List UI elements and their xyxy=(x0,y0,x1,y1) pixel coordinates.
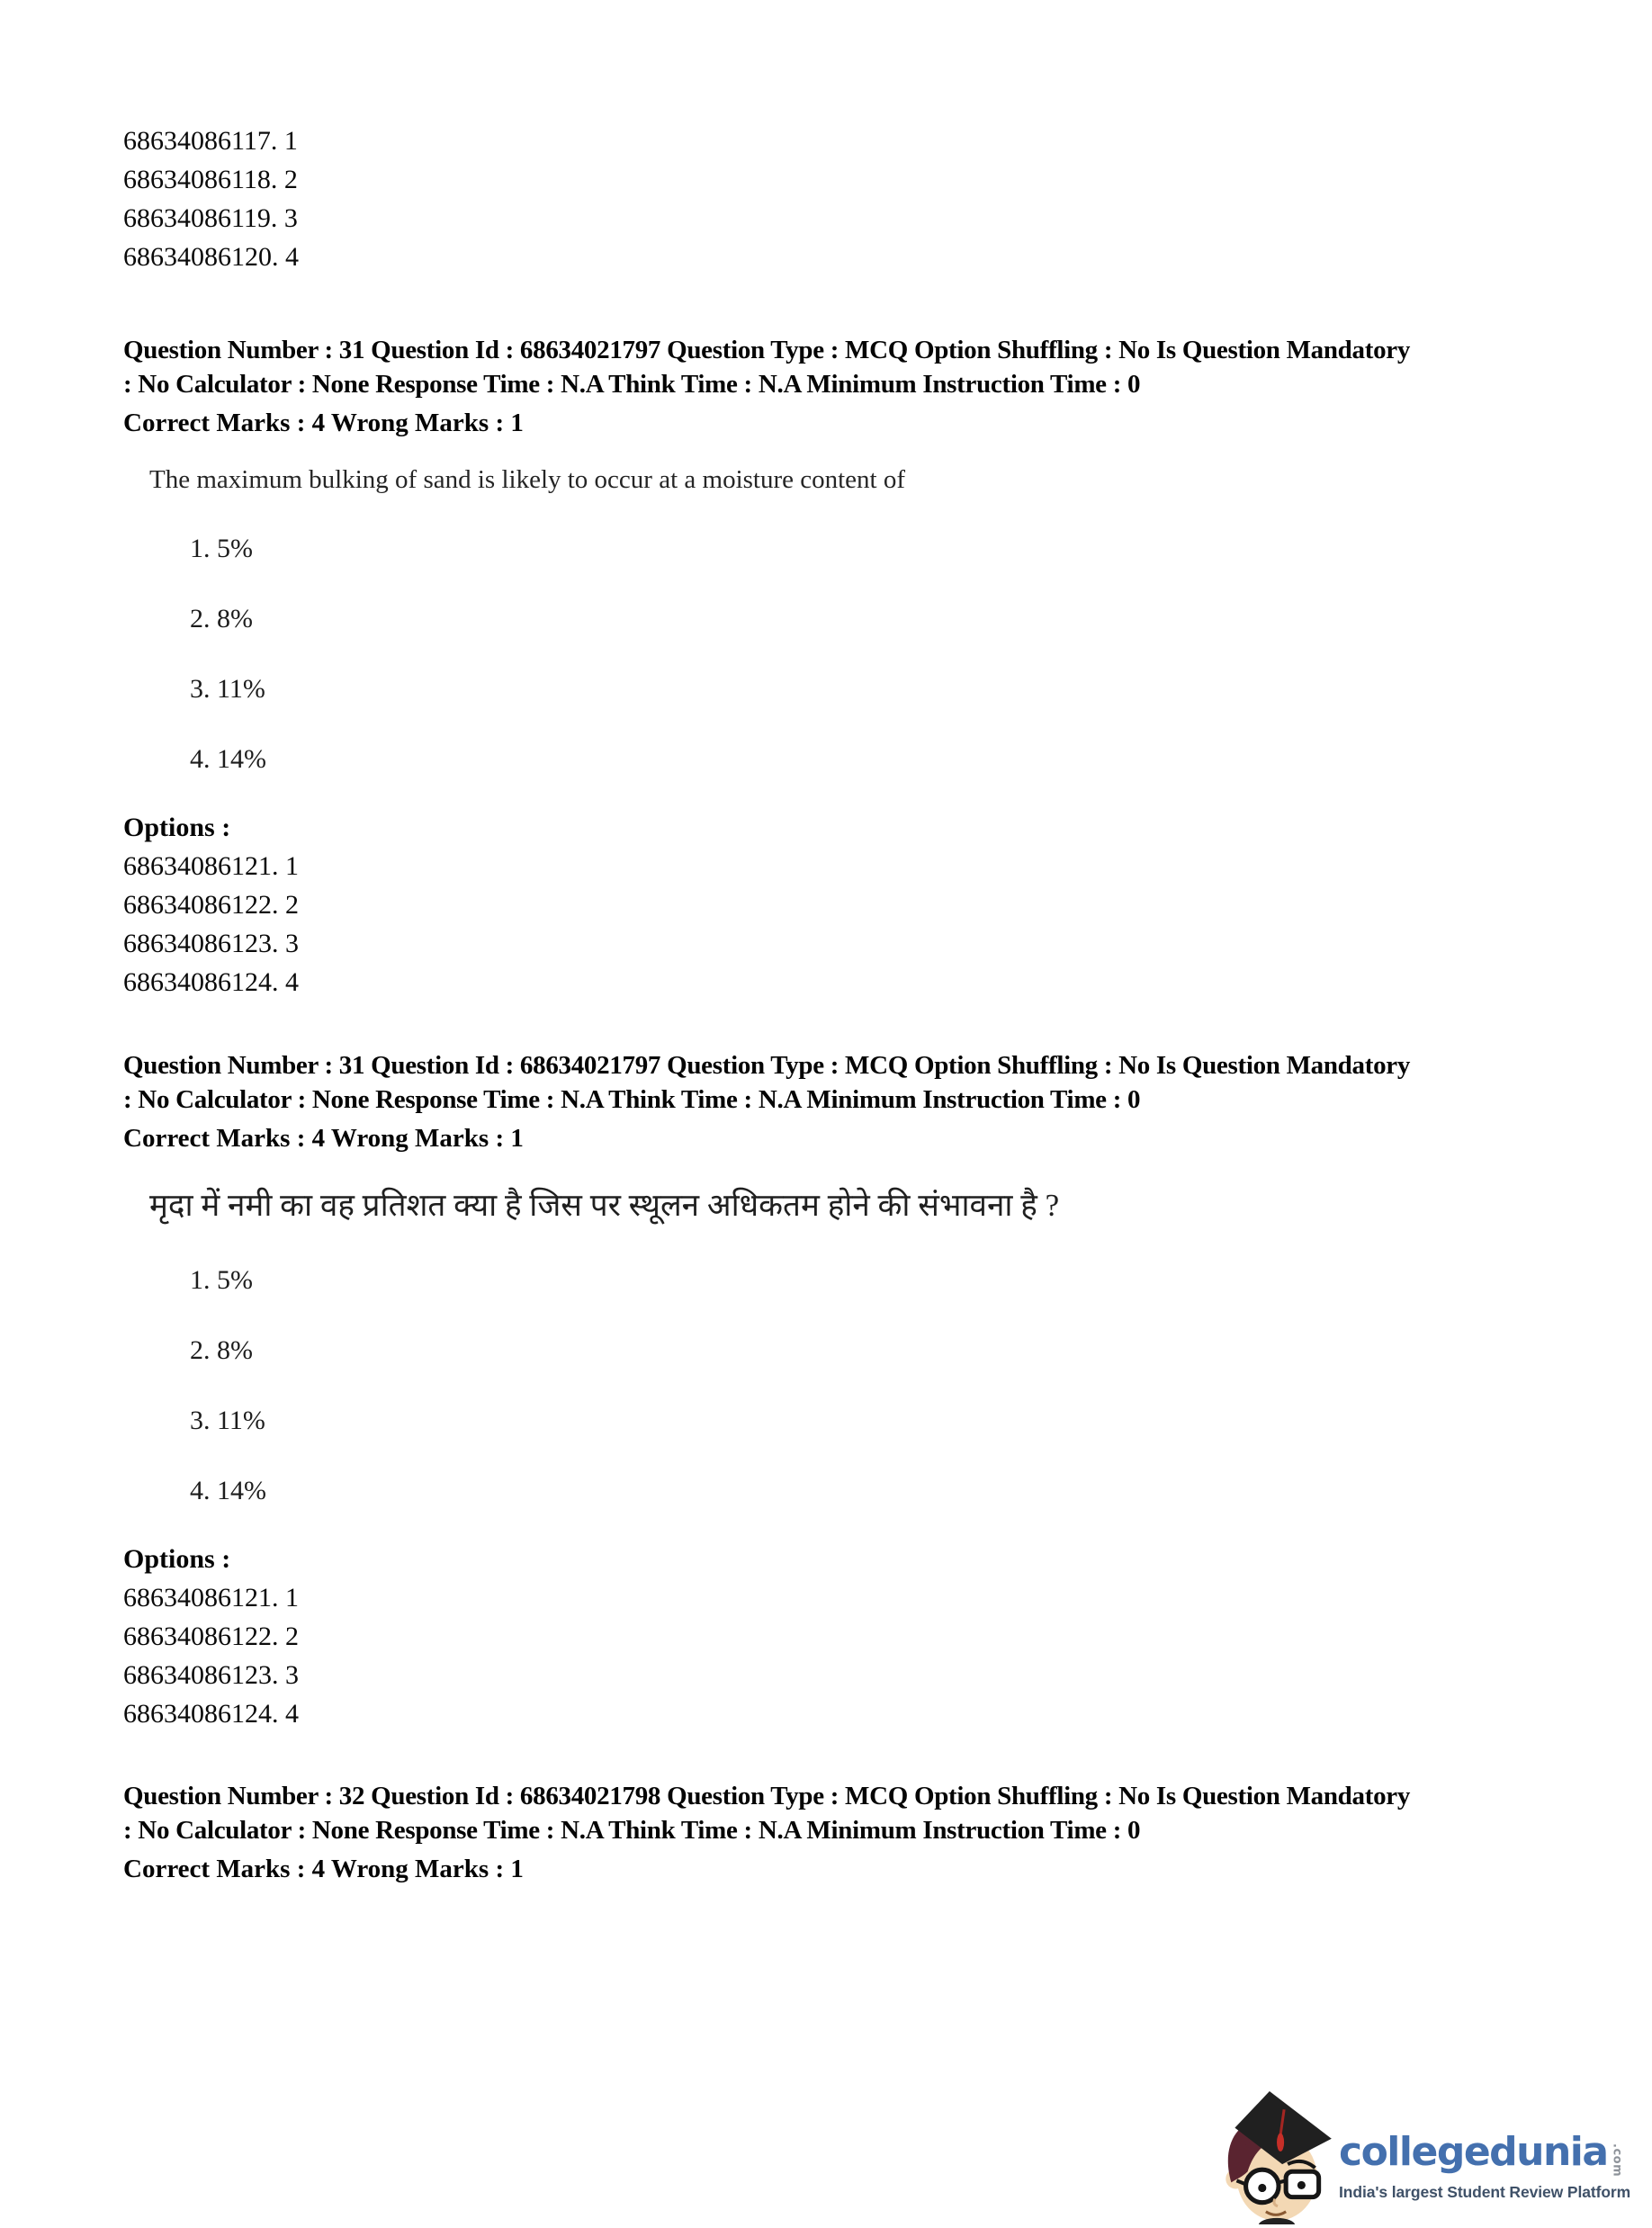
choice-1: 1. 5% xyxy=(190,1265,253,1295)
brand-tagline: India's largest Student Review Platform xyxy=(1339,2183,1631,2202)
option-id-line: 68634086123. 3 xyxy=(123,1660,299,1690)
meta-line: : No Calculator : None Response Time : N.A Think Time : N.A Minimum Instruction Time : 0 xyxy=(123,1816,1141,1845)
meta-line: Question Number : 31 Question Id : 68634021797 Question Type : MCQ Option Shuffling : No Is Question Mandatory xyxy=(123,336,1411,364)
question-31-hi-text: मृदा में नमी का वह प्रतिशत क्या है जिस पर स्थूलन अधिकतम होने की संभावना है ? xyxy=(149,1188,1060,1223)
option-id-line: 68634086121. 1 xyxy=(123,1583,299,1613)
question-31-hi-options-block xyxy=(123,1540,299,1733)
choice-2: 2. 8% xyxy=(190,1335,253,1365)
logo-text xyxy=(1339,2088,1630,2202)
question-32-metadata xyxy=(123,1779,1410,1886)
choice-3: 3. 11% xyxy=(190,674,265,704)
question-31-en-metadata xyxy=(123,333,1410,440)
choice-2: 2. 8% xyxy=(190,604,253,633)
question-31-en-text: The maximum bulking of sand is likely to occur at a moisture content of xyxy=(149,465,906,494)
question-31-hi-metadata xyxy=(123,1048,1410,1155)
question-31-en-choices xyxy=(190,535,266,815)
option-id-line: 68634086122. 2 xyxy=(123,890,299,920)
meta-marks: Correct Marks : 4 Wrong Marks : 1 xyxy=(123,1124,524,1153)
option-id-line: 68634086120. 4 xyxy=(123,242,299,272)
meta-marks: Correct Marks : 4 Wrong Marks : 1 xyxy=(123,409,524,437)
option-id-line: 68634086123. 3 xyxy=(123,929,299,958)
brand-domain-suffix: .com xyxy=(1610,2143,1624,2178)
meta-line: Question Number : 32 Question Id : 68634021798 Question Type : MCQ Option Shuffling : No Is Question Mandatory xyxy=(123,1782,1411,1810)
meta-marks: Correct Marks : 4 Wrong Marks : 1 xyxy=(123,1855,524,1883)
collegedunia-mascot-icon xyxy=(1217,2088,1335,2224)
collegedunia-logo xyxy=(1217,2088,1630,2224)
choice-4: 4. 14% xyxy=(190,1476,266,1505)
brand-name: collegedunia xyxy=(1339,2129,1608,2175)
meta-line: : No Calculator : None Response Time : N.A Think Time : N.A Minimum Instruction Time : 0 xyxy=(123,1085,1141,1114)
choice-3: 3. 11% xyxy=(190,1406,265,1435)
meta-line: Question Number : 31 Question Id : 68634021797 Question Type : MCQ Option Shuffling : No Is Question Mandatory xyxy=(123,1051,1411,1080)
option-id-line: 68634086118. 2 xyxy=(123,165,298,194)
question-31-hi-choices xyxy=(190,1266,266,1547)
previous-question-option-ids xyxy=(123,121,299,276)
question-31-en-options-block xyxy=(123,808,299,1002)
option-id-line: 68634086117. 1 xyxy=(123,126,298,156)
options-label: Options : xyxy=(123,813,231,842)
options-label: Options : xyxy=(123,1544,231,1574)
choice-1: 1. 5% xyxy=(190,534,253,563)
option-id-line: 68634086122. 2 xyxy=(123,1622,299,1651)
option-id-line: 68634086124. 4 xyxy=(123,1699,299,1729)
option-id-line: 68634086124. 4 xyxy=(123,967,299,997)
option-id-line: 68634086121. 1 xyxy=(123,851,299,881)
option-id-line: 68634086119. 3 xyxy=(123,203,298,233)
meta-line: : No Calculator : None Response Time : N.A Think Time : N.A Minimum Instruction Time : 0 xyxy=(123,370,1141,399)
choice-4: 4. 14% xyxy=(190,744,266,774)
